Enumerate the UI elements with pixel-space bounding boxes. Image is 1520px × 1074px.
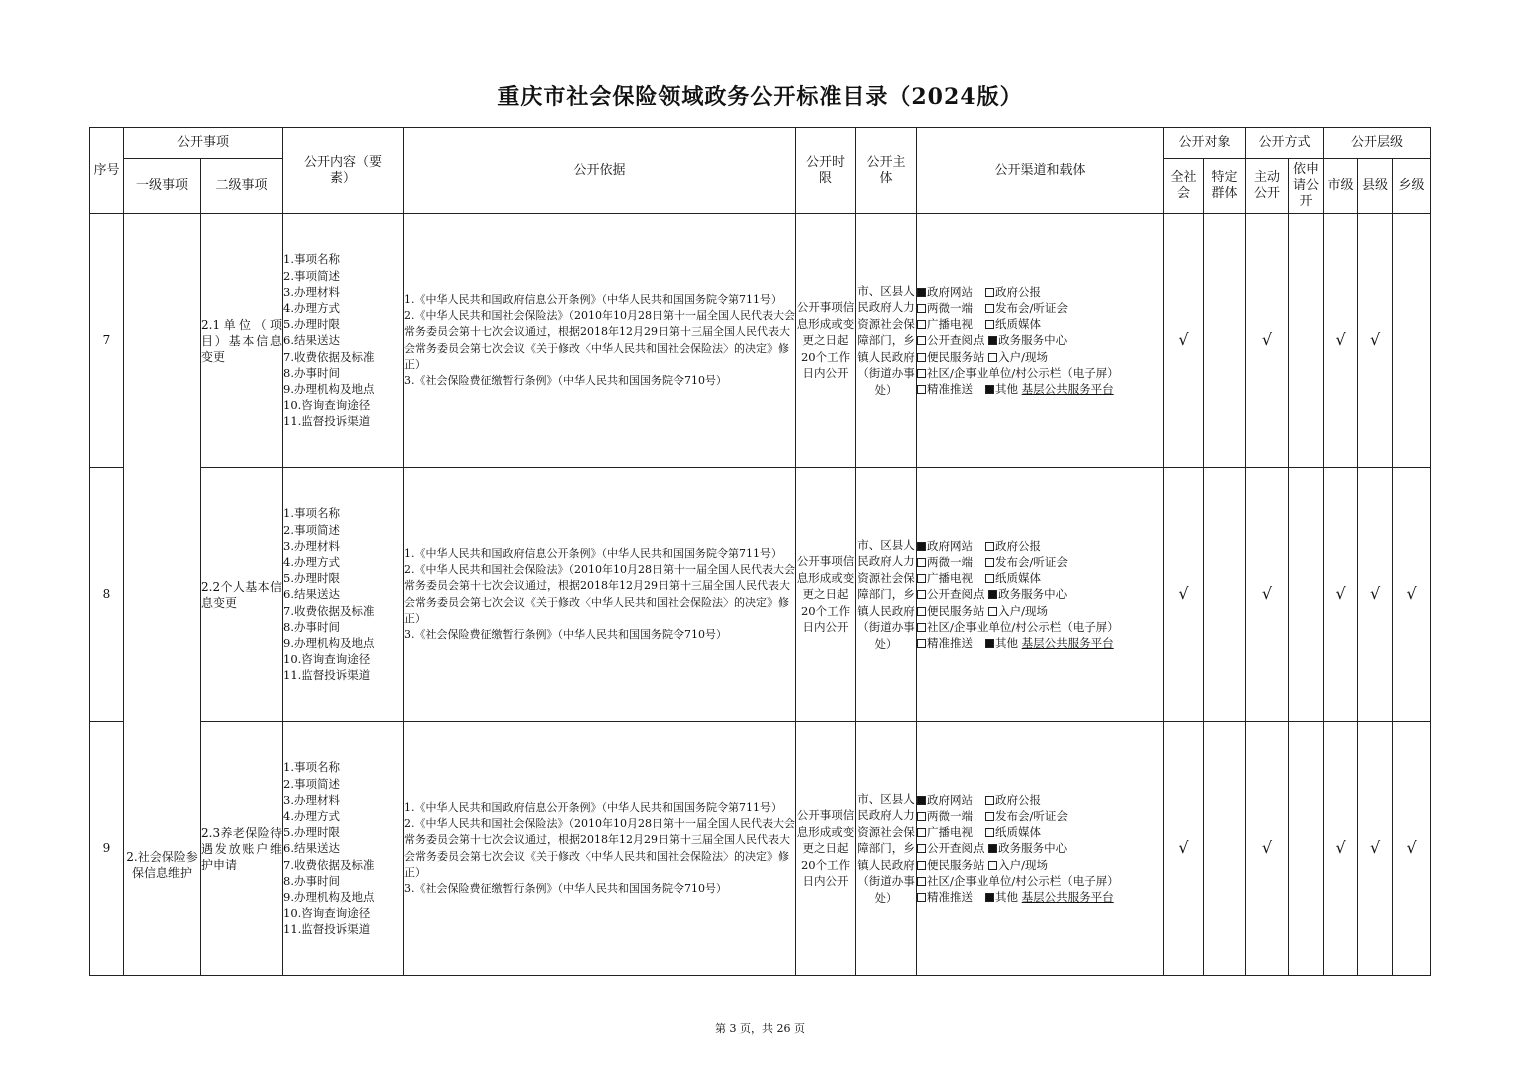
- catalog-table: [89, 127, 1431, 976]
- channel-door-checkbox: [988, 607, 997, 616]
- level-county-check: √: [1358, 214, 1393, 468]
- row-seq: 8: [90, 468, 124, 722]
- level1-item: 2.社会保险参保信息维护: [124, 214, 201, 976]
- channels-cell: [917, 468, 1164, 722]
- channel-tv-label: 广播电视: [927, 825, 974, 840]
- elements-cell: [283, 468, 404, 722]
- header-mode-request: 依申请公开: [1289, 159, 1324, 214]
- basis-cell: [404, 214, 796, 468]
- row-seq: 9: [90, 722, 124, 976]
- channel-gov-gazette-checkbox: [985, 542, 994, 551]
- channel-tv-label: 广播电视: [927, 571, 974, 586]
- element-item: 8.办事时间: [283, 873, 340, 888]
- element-item: 9.办理机构及地点: [283, 636, 375, 650]
- channel-other-label: 其他: [995, 636, 1019, 650]
- channel-press-label: 发布会/听证会: [995, 808, 1068, 823]
- channel-press-checkbox: [985, 812, 994, 821]
- element-item: 6.结果送达: [283, 841, 340, 856]
- element-item: 3.办理材料: [283, 792, 340, 807]
- deadline-cell: 公开事项信息形成或变更之日起20个工作日内公开: [796, 214, 856, 468]
- header-target: 公开对象: [1164, 128, 1246, 159]
- channel-service-station-label: 便民服务站: [927, 603, 985, 618]
- channel-gov-website-label: 政府网站: [927, 792, 974, 807]
- deadline-cell: 公开事项信息形成或变更之日起20个工作日内公开: [796, 468, 856, 722]
- target-all-check: √: [1164, 214, 1204, 468]
- subject-cell: 市、区县人民政府人力资源社会保障部门，乡镇人民政府（街道办事处）: [856, 722, 917, 976]
- basis-cell: [404, 722, 796, 976]
- element-item: 1.事项名称: [283, 506, 340, 521]
- element-item: 9.办理机构及地点: [283, 890, 375, 904]
- elements-cell: [283, 214, 404, 468]
- level-city-check: √: [1324, 468, 1358, 722]
- header-channels: 公开渠道和载体: [917, 128, 1164, 214]
- channel-gov-website-label: 政府网站: [927, 538, 974, 553]
- channel-paper-label: 纸质媒体: [995, 825, 1042, 840]
- element-item: 6.结果送达: [283, 587, 340, 602]
- channel-query-point-checkbox: [917, 336, 926, 345]
- channel-paper-checkbox: [985, 320, 994, 329]
- channel-query-point-label: 公开查阅点: [927, 333, 985, 348]
- channel-query-point-label: 公开查阅点: [927, 587, 985, 602]
- channel-service-station-checkbox: [917, 607, 926, 616]
- element-item: 11.监督投诉渠道: [283, 414, 371, 429]
- target-specific-check: [1204, 722, 1246, 976]
- element-item: 1.事项名称: [283, 252, 340, 267]
- element-item: 2.事项简述: [283, 776, 340, 791]
- header-level-town: 乡级: [1393, 159, 1431, 214]
- channel-other-detail: 基层公共服务平台: [1021, 890, 1114, 904]
- basis-item: 3.《社会保险费征缴暂行条例》（中华人民共和国国务院令710号）: [404, 881, 728, 895]
- table-row: [90, 214, 1431, 468]
- channel-query-point-label: 公开查阅点: [927, 841, 985, 856]
- channel-service-center-checkbox: [988, 336, 997, 345]
- element-item: 3.办理材料: [283, 284, 340, 299]
- channel-query-point-checkbox: [917, 844, 926, 853]
- subject-cell: 市、区县人民政府人力资源社会保障部门，乡镇人民政府（街道办事处）: [856, 468, 917, 722]
- mode-request-check: [1289, 468, 1324, 722]
- channels-cell: [917, 722, 1164, 976]
- level-city-check: √: [1324, 722, 1358, 976]
- target-specific-check: [1204, 214, 1246, 468]
- element-item: 2.事项简述: [283, 522, 340, 537]
- channel-community-label: 社区/企事业单位/村公示栏（电子屏）: [927, 365, 1119, 380]
- level-town-check: √: [1393, 722, 1431, 976]
- basis-item: 1.《中华人民共和国政府信息公开条例》（中华人民共和国国务院令第711号）: [404, 546, 783, 560]
- element-item: 11.监督投诉渠道: [283, 668, 371, 683]
- channel-gov-gazette-label: 政府公报: [995, 538, 1042, 553]
- level2-item: 2.3养老保险待遇发放账户维护申请: [201, 722, 283, 976]
- mode-request-check: [1289, 214, 1324, 468]
- channel-service-station-checkbox: [917, 353, 926, 362]
- element-item: 10.咨询查询途径: [283, 906, 371, 921]
- channel-paper-label: 纸质媒体: [995, 571, 1042, 586]
- channel-push-label: 精准推送: [927, 636, 974, 650]
- header-level: 公开层级: [1324, 128, 1431, 159]
- channel-other-checkbox: [985, 385, 994, 394]
- channel-door-checkbox: [988, 353, 997, 362]
- channel-push-checkbox: [917, 893, 926, 902]
- channel-paper-checkbox: [985, 574, 994, 583]
- element-item: 3.办理材料: [283, 538, 340, 553]
- level-town-check: √: [1393, 468, 1431, 722]
- element-item: 8.办事时间: [283, 619, 340, 634]
- basis-item: 1.《中华人民共和国政府信息公开条例》（中华人民共和国国务院令第711号）: [404, 292, 783, 306]
- channel-push-label: 精准推送: [927, 382, 974, 396]
- level-county-check: √: [1358, 722, 1393, 976]
- element-item: 1.事项名称: [283, 760, 340, 775]
- header-mode-active: 主动公开: [1246, 159, 1289, 214]
- channel-two-wei-checkbox: [917, 812, 926, 821]
- element-item: 5.办理时限: [283, 571, 340, 586]
- channel-gov-gazette-label: 政府公报: [995, 792, 1042, 807]
- channel-tv-checkbox: [917, 320, 926, 329]
- channel-gov-gazette-checkbox: [985, 796, 994, 805]
- channel-other-label: 其他: [995, 890, 1019, 904]
- channel-press-label: 发布会/听证会: [995, 300, 1068, 315]
- level-town-check: [1393, 214, 1431, 468]
- level-county-check: √: [1358, 468, 1393, 722]
- element-item: 7.收费依据及标准: [283, 603, 375, 618]
- channel-service-station-label: 便民服务站: [927, 857, 985, 872]
- channel-service-center-label: 政务服务中心: [998, 841, 1068, 856]
- channel-gov-website-checkbox: [917, 796, 926, 805]
- element-item: 10.咨询查询途径: [283, 652, 371, 667]
- channel-other-checkbox: [985, 639, 994, 648]
- element-item: 7.收费依据及标准: [283, 349, 375, 364]
- channel-other-label: 其他: [995, 382, 1019, 396]
- basis-item: 2.《中华人民共和国社会保险法》（2010年10月28日第十一届全国人民代表大会常务委员会第十七次会议通过，根据2018年12月29日第十三届全国人民代表大会常务委员会第七次会议《关于修改〈中华人民共和国社会保险法〉的决定》修正）: [404, 309, 795, 371]
- basis-item: 3.《社会保险费征缴暂行条例》（中华人民共和国国务院令710号）: [404, 373, 728, 387]
- basis-cell: [404, 468, 796, 722]
- deadline-cell: 公开事项信息形成或变更之日起20个工作日内公开: [796, 722, 856, 976]
- header-deadline: 公开时限: [796, 128, 856, 214]
- header-mode: 公开方式: [1246, 128, 1324, 159]
- channel-push-checkbox: [917, 385, 926, 394]
- channel-gov-gazette-label: 政府公报: [995, 284, 1042, 299]
- basis-item: 3.《社会保险费征缴暂行条例》（中华人民共和国国务院令710号）: [404, 627, 728, 641]
- channel-service-station-checkbox: [917, 861, 926, 870]
- channels-cell: [917, 214, 1164, 468]
- channel-door-label: 入户/现场: [998, 603, 1049, 618]
- channel-service-center-checkbox: [988, 844, 997, 853]
- channel-community-label: 社区/企事业单位/村公示栏（电子屏）: [927, 873, 1119, 888]
- header-level2: 二级事项: [201, 159, 283, 214]
- mode-request-check: [1289, 722, 1324, 976]
- basis-item: 2.《中华人民共和国社会保险法》（2010年10月28日第十一届全国人民代表大会常务委员会第十七次会议通过，根据2018年12月29日第十三届全国人民代表大会常务委员会第七次会议《关于修改〈中华人民共和国社会保险法〉的决定》修正）: [404, 817, 795, 879]
- channel-two-wei-label: 两微一端: [927, 808, 974, 823]
- channel-service-center-checkbox: [988, 590, 997, 599]
- channel-community-checkbox: [917, 369, 926, 378]
- header-target-all: 全社会: [1164, 159, 1204, 214]
- channel-other-detail: 基层公共服务平台: [1021, 636, 1114, 650]
- channel-service-center-label: 政务服务中心: [998, 587, 1068, 602]
- channel-two-wei-label: 两微一端: [927, 300, 974, 315]
- channel-press-label: 发布会/听证会: [995, 554, 1068, 569]
- mode-active-check: √: [1246, 214, 1289, 468]
- channel-tv-label: 广播电视: [927, 317, 974, 332]
- channel-gov-website-checkbox: [917, 542, 926, 551]
- header-basis: 公开依据: [404, 128, 796, 214]
- channel-door-label: 入户/现场: [998, 349, 1049, 364]
- basis-item: 2.《中华人民共和国社会保险法》（2010年10月28日第十一届全国人民代表大会常务委员会第十七次会议通过，根据2018年12月29日第十三届全国人民代表大会常务委员会第七次会议《关于修改〈中华人民共和国社会保险法〉的决定》修正）: [404, 563, 795, 625]
- element-item: 8.办事时间: [283, 365, 340, 380]
- channel-door-checkbox: [988, 861, 997, 870]
- channel-service-station-label: 便民服务站: [927, 349, 985, 364]
- channel-tv-checkbox: [917, 574, 926, 583]
- channel-two-wei-label: 两微一端: [927, 554, 974, 569]
- header-subject: 公开主体: [856, 128, 917, 214]
- header-content: 公开内容（要素）: [283, 128, 404, 214]
- channel-gov-gazette-checkbox: [985, 288, 994, 297]
- channel-door-label: 入户/现场: [998, 857, 1049, 872]
- mode-active-check: √: [1246, 468, 1289, 722]
- channel-query-point-checkbox: [917, 590, 926, 599]
- channel-push-checkbox: [917, 639, 926, 648]
- channel-push-label: 精准推送: [927, 890, 974, 904]
- channel-service-center-label: 政务服务中心: [998, 333, 1068, 348]
- page-title: 重庆市社会保险领域政务公开标准目录（2024版）: [497, 84, 1023, 110]
- header-target-specific: 特定群体: [1204, 159, 1246, 214]
- basis-item: 1.《中华人民共和国政府信息公开条例》（中华人民共和国国务院令第711号）: [404, 800, 783, 814]
- target-all-check: √: [1164, 722, 1204, 976]
- channel-community-checkbox: [917, 623, 926, 632]
- table-row: [90, 722, 1431, 976]
- elements-cell: [283, 722, 404, 976]
- element-item: 5.办理时限: [283, 825, 340, 840]
- header-seq: 序号: [90, 128, 124, 214]
- target-specific-check: [1204, 468, 1246, 722]
- target-all-check: √: [1164, 468, 1204, 722]
- channel-gov-website-checkbox: [917, 288, 926, 297]
- channel-two-wei-checkbox: [917, 304, 926, 313]
- channel-paper-checkbox: [985, 828, 994, 837]
- channel-tv-checkbox: [917, 828, 926, 837]
- channel-community-checkbox: [917, 877, 926, 886]
- level-city-check: √: [1324, 214, 1358, 468]
- table-row: [90, 468, 1431, 722]
- element-item: 4.办理方式: [283, 808, 340, 823]
- element-item: 9.办理机构及地点: [283, 382, 375, 396]
- element-item: 11.监督投诉渠道: [283, 922, 371, 937]
- channel-press-checkbox: [985, 304, 994, 313]
- level2-item: 2.2个人基本信息变更: [201, 468, 283, 722]
- channel-other-checkbox: [985, 893, 994, 902]
- level2-item: 2.1单位（项目）基本信息变更: [201, 214, 283, 468]
- row-seq: 7: [90, 214, 124, 468]
- element-item: 4.办理方式: [283, 300, 340, 315]
- header-level-county: 县级: [1358, 159, 1393, 214]
- element-item: 10.咨询查询途径: [283, 398, 371, 413]
- header-level1: 一级事项: [124, 159, 201, 214]
- element-item: 2.事项简述: [283, 268, 340, 283]
- channel-community-label: 社区/企事业单位/村公示栏（电子屏）: [927, 619, 1119, 634]
- header-level-city: 市级: [1324, 159, 1358, 214]
- channel-press-checkbox: [985, 558, 994, 567]
- page-footer: 第 3 页，共 26 页: [715, 1022, 805, 1035]
- element-item: 5.办理时限: [283, 317, 340, 332]
- channel-paper-label: 纸质媒体: [995, 317, 1042, 332]
- subject-cell: 市、区县人民政府人力资源社会保障部门，乡镇人民政府（街道办事处）: [856, 214, 917, 468]
- mode-active-check: √: [1246, 722, 1289, 976]
- channel-two-wei-checkbox: [917, 558, 926, 567]
- channel-gov-website-label: 政府网站: [927, 284, 974, 299]
- header-items: 公开事项: [124, 128, 283, 159]
- element-item: 7.收费依据及标准: [283, 857, 375, 872]
- element-item: 6.结果送达: [283, 333, 340, 348]
- channel-other-detail: 基层公共服务平台: [1021, 382, 1114, 396]
- element-item: 4.办理方式: [283, 554, 340, 569]
